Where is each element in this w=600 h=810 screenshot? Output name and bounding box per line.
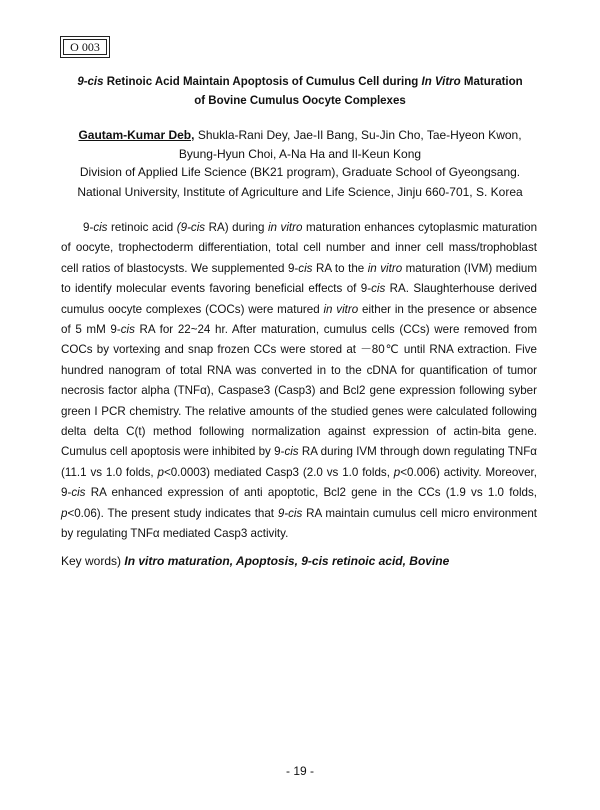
title-part-1: 9-cis (77, 76, 104, 88)
abstract-italic: cis (284, 445, 299, 459)
title-line-1 (60, 73, 540, 92)
abstract-text: RA to the (312, 261, 368, 275)
presenting-author: Gautam-Kumar Deb, (78, 128, 195, 142)
keywords (61, 552, 537, 570)
abstract-italic: in vitro (323, 302, 359, 316)
abstract-text: RA) during (205, 221, 268, 234)
abstract-text: <0.0003) mediated Casp3 (2.0 vs 1.0 folds, (163, 465, 394, 479)
authors-line-2: Byung-Hyun Choi, A-Na Ha and Il-Keun Kong (178, 147, 422, 161)
abstract-italic: cis (93, 221, 108, 234)
abstract-text: <0.006) activity. Moreover, 9- (61, 465, 537, 500)
title-line-2: of Bovine Cumulus Oocyte Complexes (194, 95, 406, 107)
abstract-italic: cis (371, 282, 386, 296)
abstract-text: RA. Slaughterhouse derived cumulus oocyte complexes (COCs) were matured (61, 282, 538, 316)
abstract-id: O 003 (70, 39, 100, 54)
abstract-id-box (60, 36, 110, 58)
abstract-text: RA for 22~24 hr. After maturation, cumulus cells (CCs) were removed from COCs by vortexing and snap frozen CCs were stored at －80℃ until RNA extraction. Five hundred nanogram of total RNA was converted in to the cDNA for quantification of tumor necrosis factor alpha (TNFα), Caspase3 (Casp3) and Bcl2 gene expression following syber green I PCR chemistry. The relative amounts of the studied genes were calculated following delta delta C(t) method following normalization against expression of actin-bita gene. Cumulus cell apoptosis were inhibited by 9- (61, 323, 538, 459)
title-part-2: Retinoic Acid Maintain Apoptosis of Cumulus Cell during (103, 76, 422, 88)
abstract-text: RA during IVM through down regulating TNFα (11.1 vs 1.0 folds, (61, 445, 537, 479)
abstract-italic: cis (71, 486, 86, 500)
paper-title (60, 73, 540, 111)
authors-line-1 (60, 126, 540, 145)
abstract-italic: cis (120, 323, 135, 337)
keywords-terms: In vitro maturation, Apoptosis, 9-cis retinoic acid, Bovine (124, 554, 450, 568)
page-number: - 19 - (285, 764, 314, 778)
authors-line-1-rest: Shukla-Rani Dey, Jae-Il Bang, Su-Jin Cho, Tae-Hyeon Kwon, (194, 128, 522, 142)
abstract-text: RA maintain cumulus cell micro environment by regulating TNFα mediated Casp3 activity. (61, 506, 537, 541)
abstract-body (61, 218, 537, 545)
abstract-italic: p (393, 465, 401, 479)
abstract-italic: in vitro (267, 221, 303, 234)
abstract-italic: p (61, 506, 68, 520)
abstract-text: maturation enhances cytoplasmic maturation of oocyte, trophectoderm differentiation, total cell number and inner cell mass/trophoblast cell ratios of blastocysts. We supplemented 9- (61, 221, 538, 275)
title-part-4: Maturation (460, 76, 523, 88)
abstract-text: <0.06). The present study indicates that (67, 506, 278, 520)
abstract-text: either in the presence or absence of 5 mM 9- (61, 302, 537, 337)
abstract-italic: 9-cis (277, 506, 303, 520)
abstract-text: RA enhanced expression of anti apoptotic, Bcl2 gene in the CCs (1.9 vs 1.0 folds, (85, 486, 537, 500)
abstract-text: retinoic acid (107, 221, 177, 234)
title-part-3: In Vitro (421, 76, 461, 88)
abstract-italic: p (157, 465, 164, 479)
abstract-italic: in vitro (367, 261, 403, 275)
authors (60, 126, 540, 164)
abstract-italic: (9-cis (176, 221, 206, 234)
affiliation-line-1: Division of Applied Life Science (BK21 program), Graduate School of Gyeongsang. (79, 165, 521, 179)
abstract-text: maturation (IVM) medium to identify molecular events favoring beneficial effects of 9- (61, 261, 537, 296)
abstract-text: 9- (83, 221, 94, 234)
abstract-italic: cis (298, 261, 313, 275)
affiliation (60, 163, 540, 202)
affiliation-line-2: National University, Institute of Agriculture and Life Science, Jinju 660-701, S. Korea (77, 184, 523, 199)
keywords-label: Key words) (61, 554, 125, 568)
